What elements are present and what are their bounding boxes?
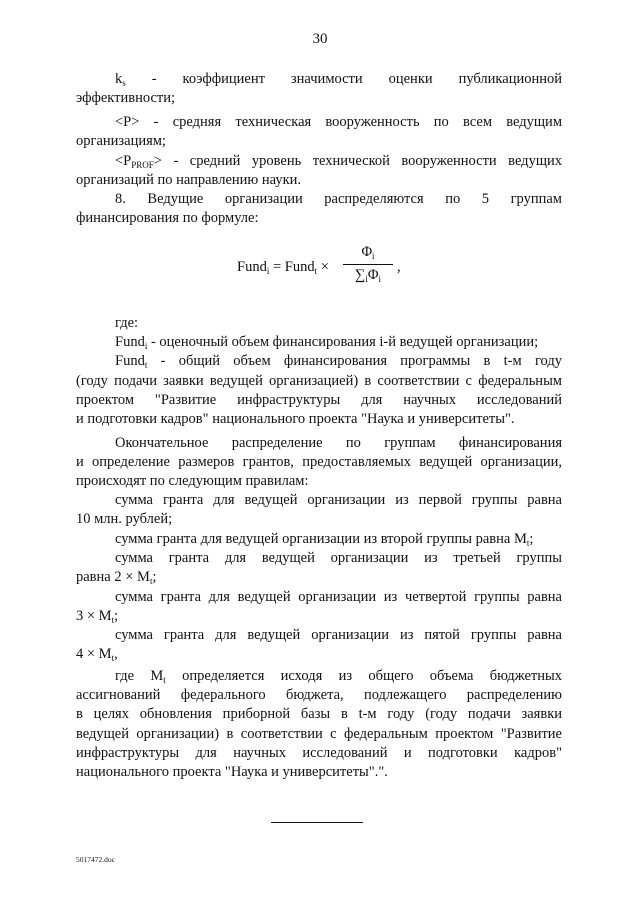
document-id: 5017472.doc	[76, 855, 115, 864]
rule-4-line-2: $3 \times M_t$;	[76, 608, 119, 625]
rule-5-line-2: $4 \times M_t$,	[76, 646, 118, 663]
rule-1-line-1: сумма гранта для ведущей организации из первой группы равна	[115, 492, 562, 508]
mt-definition-line-4: ведущей организации) в соответствии с федеральным проектом "Развитие	[76, 726, 562, 742]
closing-separator	[271, 822, 363, 823]
p-definition-line-1: <P> - средняя техническая вооруженность по всем ведущим	[115, 114, 562, 130]
funding-formula	[237, 238, 417, 298]
page-number: 30	[312, 31, 328, 47]
mt-definition-line-3: в целях обновления приборной базы в t-м году (году подачи заявки	[76, 706, 562, 722]
ks-definition-line-2: эффективности;	[76, 90, 176, 106]
mt-definition-line-5: инфраструктуры для научных исследований и подготовки кадров"	[76, 745, 562, 761]
formula-fraction	[343, 244, 393, 284]
rule-1-line-2: 10 млн. рублей;	[76, 511, 173, 527]
ks-definition-line-1: $k_s$ - коэффициент значимости оценки публикационной	[115, 71, 562, 88]
pprof-definition-line-2: организаций по направлению науки.	[76, 172, 301, 188]
formula-lhs: Fund$_i$ = Fund$_t$ ×	[237, 259, 329, 276]
rule-4-line-1: сумма гранта для ведущей организации из четвертой группы равна	[115, 589, 562, 605]
rule-3-line-2: равна $2 \times M_t$;	[76, 569, 157, 586]
final-distribution-line-1: Окончательное распределение по группам финансирования	[115, 435, 562, 451]
fund-t-definition-line-4: и подготовки кадров" национального проекта "Наука и университеты".	[76, 411, 515, 427]
item-8-line-1: 8. Ведущие организации распределяются по 5 группам	[115, 191, 562, 207]
p-definition-line-2: организациям;	[76, 133, 166, 149]
final-distribution-line-3: происходят по следующим правилам:	[76, 473, 309, 489]
item-8-line-2: финансирования по формуле:	[76, 210, 259, 226]
fund-i-definition: Fund$_i$ - оценочный объем финансирования i-й ведущей организации;	[115, 334, 539, 351]
mt-definition-line-2: ассигнований федерального бюджета, подлежащего распределению	[76, 687, 562, 703]
formula-comma: ,	[397, 259, 401, 275]
rule-3-line-1: сумма гранта для ведущей организации из третьей группы	[115, 550, 562, 566]
pprof-definition-line-1: $<P_{PROF}>$ - средний уровень технической вооруженности ведущих	[115, 153, 562, 170]
where-label: где:	[115, 315, 139, 331]
mt-definition-line-1: где $M_t$ определяется исходя из общего объема бюджетных	[115, 668, 562, 685]
mt-definition-line-6: национального проекта "Наука и университеты".".	[76, 764, 388, 780]
fraction-bar	[343, 264, 393, 265]
final-distribution-line-2: и определение размеров грантов, предоставляемых ведущей организации,	[76, 454, 562, 470]
formula-denominator: $\sum_i\Phi_i$	[355, 267, 381, 284]
fund-t-definition-line-3: проектом "Развитие инфраструктуры для научных исследований	[76, 392, 562, 408]
formula-numerator: $\Phi_i$	[361, 244, 375, 261]
rule-2-line-1: сумма гранта для ведущей организации из второй группы равна $M_t$;	[115, 531, 534, 548]
rule-5-line-1: сумма гранта для ведущей организации из пятой группы равна	[115, 627, 562, 643]
fund-t-definition-line-2: (году подачи заявки ведущей организацией) в соответствии с федеральным	[76, 373, 562, 389]
fund-t-definition-line-1: Fund$_t$ - общий объем финансирования программы в t-м году	[115, 353, 562, 370]
